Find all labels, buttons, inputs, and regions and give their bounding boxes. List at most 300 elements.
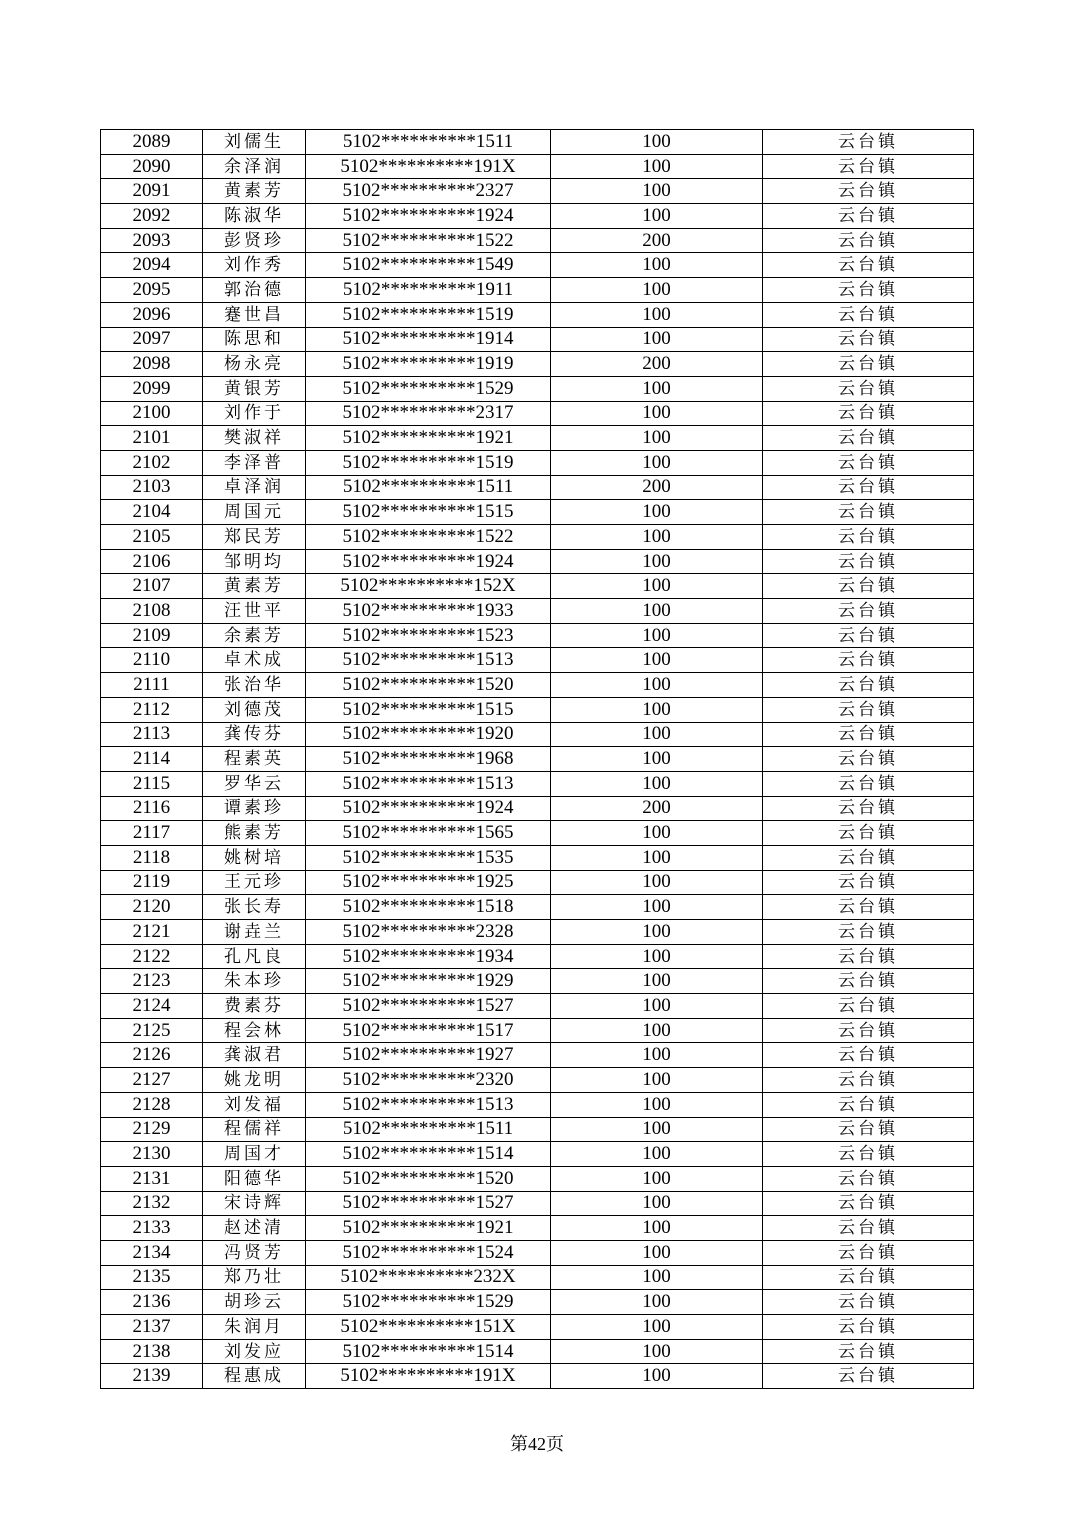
name-cell: 程儒祥 [203,1117,306,1142]
table-row [101,525,974,550]
id-number-cell: 5102**********1924 [306,549,551,574]
table-row [101,1166,974,1191]
id-number-cell: 5102**********1920 [306,722,551,747]
name-cell: 黄素芳 [203,574,306,599]
name-cell: 樊淑祥 [203,426,306,451]
row-number-cell: 2097 [101,327,203,352]
amount-cell: 100 [551,920,763,945]
row-number-cell: 2111 [101,673,203,698]
id-number-cell: 5102**********2317 [306,401,551,426]
id-number-cell: 5102**********1527 [306,994,551,1019]
id-number-cell: 5102**********1514 [306,1142,551,1167]
table-row [101,450,974,475]
id-number-cell: 5102**********1924 [306,796,551,821]
amount-cell: 200 [551,796,763,821]
table-row [101,401,974,426]
name-cell: 郑民芳 [203,525,306,550]
id-number-cell: 5102**********1514 [306,1339,551,1364]
town-cell: 云台镇 [763,599,974,624]
row-number-cell: 2095 [101,278,203,303]
name-cell: 阳德华 [203,1166,306,1191]
id-number-cell: 5102**********2328 [306,920,551,945]
id-number-cell: 5102**********152X [306,574,551,599]
town-cell: 云台镇 [763,870,974,895]
id-number-cell: 5102**********2320 [306,1068,551,1093]
table-row [101,204,974,229]
id-number-cell: 5102**********1519 [306,450,551,475]
row-number-cell: 2093 [101,228,203,253]
table-row [101,1018,974,1043]
name-cell: 陈思和 [203,327,306,352]
town-cell: 云台镇 [763,1290,974,1315]
row-number-cell: 2135 [101,1265,203,1290]
row-number-cell: 2106 [101,549,203,574]
id-number-cell: 5102**********1522 [306,525,551,550]
name-cell: 余素芳 [203,623,306,648]
table-row [101,352,974,377]
table-row [101,179,974,204]
row-number-cell: 2092 [101,204,203,229]
table-row [101,327,974,352]
amount-cell: 100 [551,648,763,673]
town-cell: 云台镇 [763,697,974,722]
town-cell: 云台镇 [763,525,974,550]
name-cell: 杨永亮 [203,352,306,377]
row-number-cell: 2096 [101,302,203,327]
town-cell: 云台镇 [763,845,974,870]
town-cell: 云台镇 [763,821,974,846]
id-number-cell: 5102**********1924 [306,204,551,229]
town-cell: 云台镇 [763,574,974,599]
town-cell: 云台镇 [763,401,974,426]
row-number-cell: 2099 [101,376,203,401]
table-row [101,1339,974,1364]
name-cell: 彭贤珍 [203,228,306,253]
table-row [101,771,974,796]
row-number-cell: 2137 [101,1315,203,1340]
amount-cell: 100 [551,1315,763,1340]
amount-cell: 100 [551,278,763,303]
id-number-cell: 5102**********191X [306,1364,551,1389]
town-cell: 云台镇 [763,771,974,796]
id-number-cell: 5102**********1511 [306,475,551,500]
amount-cell: 100 [551,771,763,796]
row-number-cell: 2136 [101,1290,203,1315]
row-number-cell: 2128 [101,1092,203,1117]
id-number-cell: 5102**********1522 [306,228,551,253]
town-cell: 云台镇 [763,673,974,698]
amount-cell: 100 [551,895,763,920]
amount-cell: 100 [551,722,763,747]
town-cell: 云台镇 [763,895,974,920]
id-number-cell: 5102**********1524 [306,1240,551,1265]
town-cell: 云台镇 [763,1265,974,1290]
table-row [101,648,974,673]
id-number-cell: 5102**********1535 [306,845,551,870]
id-number-cell: 5102**********1513 [306,648,551,673]
amount-cell: 100 [551,969,763,994]
amount-cell: 100 [551,944,763,969]
amount-cell: 100 [551,623,763,648]
amount-cell: 100 [551,673,763,698]
name-cell: 汪世平 [203,599,306,624]
table-row [101,500,974,525]
row-number-cell: 2132 [101,1191,203,1216]
town-cell: 云台镇 [763,549,974,574]
amount-cell: 100 [551,747,763,772]
table-row [101,1216,974,1241]
id-number-cell: 5102**********1934 [306,944,551,969]
table-row [101,1142,974,1167]
table-row [101,599,974,624]
town-cell: 云台镇 [763,327,974,352]
table-row [101,747,974,772]
town-cell: 云台镇 [763,426,974,451]
town-cell: 云台镇 [763,130,974,155]
table-row [101,623,974,648]
roster-table-body [101,130,974,1389]
name-cell: 周国元 [203,500,306,525]
row-number-cell: 2121 [101,920,203,945]
amount-cell: 100 [551,1191,763,1216]
id-number-cell: 5102**********1520 [306,1166,551,1191]
town-cell: 云台镇 [763,1240,974,1265]
name-cell: 刘作于 [203,401,306,426]
name-cell: 陈淑华 [203,204,306,229]
name-cell: 朱润月 [203,1315,306,1340]
table-row [101,697,974,722]
table-row [101,302,974,327]
amount-cell: 200 [551,475,763,500]
amount-cell: 100 [551,1339,763,1364]
row-number-cell: 2126 [101,1043,203,1068]
row-number-cell: 2107 [101,574,203,599]
town-cell: 云台镇 [763,969,974,994]
row-number-cell: 2130 [101,1142,203,1167]
amount-cell: 100 [551,204,763,229]
row-number-cell: 2100 [101,401,203,426]
amount-cell: 100 [551,1240,763,1265]
amount-cell: 100 [551,574,763,599]
page-number: 第42页 [510,1434,564,1454]
id-number-cell: 5102**********1511 [306,1117,551,1142]
amount-cell: 100 [551,130,763,155]
row-number-cell: 2127 [101,1068,203,1093]
town-cell: 云台镇 [763,500,974,525]
town-cell: 云台镇 [763,1191,974,1216]
name-cell: 张长寿 [203,895,306,920]
amount-cell: 100 [551,376,763,401]
amount-cell: 100 [551,179,763,204]
id-number-cell: 5102**********191X [306,154,551,179]
town-cell: 云台镇 [763,450,974,475]
row-number-cell: 2102 [101,450,203,475]
table-row [101,895,974,920]
id-number-cell: 5102**********1549 [306,253,551,278]
row-number-cell: 2120 [101,895,203,920]
town-cell: 云台镇 [763,1339,974,1364]
name-cell: 宋诗辉 [203,1191,306,1216]
row-number-cell: 2108 [101,599,203,624]
row-number-cell: 2139 [101,1364,203,1389]
town-cell: 云台镇 [763,302,974,327]
name-cell: 罗华云 [203,771,306,796]
table-row [101,1364,974,1389]
row-number-cell: 2094 [101,253,203,278]
town-cell: 云台镇 [763,352,974,377]
row-number-cell: 2122 [101,944,203,969]
name-cell: 余泽润 [203,154,306,179]
table-row [101,154,974,179]
id-number-cell: 5102**********1929 [306,969,551,994]
town-cell: 云台镇 [763,994,974,1019]
id-number-cell: 5102**********1921 [306,426,551,451]
table-row [101,1043,974,1068]
row-number-cell: 2090 [101,154,203,179]
town-cell: 云台镇 [763,1364,974,1389]
amount-cell: 100 [551,697,763,722]
id-number-cell: 5102**********1968 [306,747,551,772]
amount-cell: 100 [551,525,763,550]
row-number-cell: 2116 [101,796,203,821]
amount-cell: 100 [551,599,763,624]
amount-cell: 100 [551,1265,763,1290]
row-number-cell: 2134 [101,1240,203,1265]
roster-table [100,129,974,1389]
id-number-cell: 5102**********1527 [306,1191,551,1216]
name-cell: 程惠成 [203,1364,306,1389]
id-number-cell: 5102**********1529 [306,376,551,401]
row-number-cell: 2131 [101,1166,203,1191]
town-cell: 云台镇 [763,228,974,253]
amount-cell: 100 [551,302,763,327]
table-row [101,475,974,500]
id-number-cell: 5102**********1518 [306,895,551,920]
name-cell: 黄素芳 [203,179,306,204]
amount-cell: 100 [551,1018,763,1043]
row-number-cell: 2117 [101,821,203,846]
town-cell: 云台镇 [763,1166,974,1191]
amount-cell: 100 [551,1364,763,1389]
town-cell: 云台镇 [763,204,974,229]
table-row [101,253,974,278]
row-number-cell: 2119 [101,870,203,895]
table-row [101,796,974,821]
name-cell: 邹明均 [203,549,306,574]
town-cell: 云台镇 [763,253,974,278]
amount-cell: 100 [551,154,763,179]
amount-cell: 100 [551,1092,763,1117]
table-row [101,426,974,451]
name-cell: 姚树培 [203,845,306,870]
town-cell: 云台镇 [763,1117,974,1142]
id-number-cell: 5102**********1519 [306,302,551,327]
table-row [101,574,974,599]
id-number-cell: 5102**********1523 [306,623,551,648]
row-number-cell: 2138 [101,1339,203,1364]
town-cell: 云台镇 [763,1142,974,1167]
table-row [101,920,974,945]
table-row [101,845,974,870]
name-cell: 蹇世昌 [203,302,306,327]
amount-cell: 100 [551,1142,763,1167]
row-number-cell: 2115 [101,771,203,796]
row-number-cell: 2112 [101,697,203,722]
id-number-cell: 5102**********1513 [306,1092,551,1117]
town-cell: 云台镇 [763,154,974,179]
name-cell: 卓术成 [203,648,306,673]
table-row [101,1240,974,1265]
id-number-cell: 5102**********1919 [306,352,551,377]
amount-cell: 100 [551,450,763,475]
name-cell: 冯贤芳 [203,1240,306,1265]
name-cell: 费素芬 [203,994,306,1019]
table-row [101,376,974,401]
name-cell: 王元珍 [203,870,306,895]
table-row [101,1117,974,1142]
row-number-cell: 2098 [101,352,203,377]
table-row [101,1068,974,1093]
row-number-cell: 2125 [101,1018,203,1043]
table-row [101,722,974,747]
row-number-cell: 2105 [101,525,203,550]
name-cell: 张治华 [203,673,306,698]
id-number-cell: 5102**********1515 [306,697,551,722]
town-cell: 云台镇 [763,623,974,648]
row-number-cell: 2101 [101,426,203,451]
town-cell: 云台镇 [763,944,974,969]
row-number-cell: 2133 [101,1216,203,1241]
table-row [101,870,974,895]
amount-cell: 200 [551,228,763,253]
amount-cell: 100 [551,1068,763,1093]
amount-cell: 100 [551,821,763,846]
name-cell: 周国才 [203,1142,306,1167]
town-cell: 云台镇 [763,1043,974,1068]
id-number-cell: 5102**********1515 [306,500,551,525]
town-cell: 云台镇 [763,376,974,401]
row-number-cell: 2104 [101,500,203,525]
table-row [101,130,974,155]
id-number-cell: 5102**********1565 [306,821,551,846]
amount-cell: 100 [551,1216,763,1241]
table-row [101,994,974,1019]
name-cell: 龚传芬 [203,722,306,747]
row-number-cell: 2091 [101,179,203,204]
row-number-cell: 2113 [101,722,203,747]
name-cell: 龚淑君 [203,1043,306,1068]
row-number-cell: 2123 [101,969,203,994]
id-number-cell: 5102**********1925 [306,870,551,895]
town-cell: 云台镇 [763,1018,974,1043]
table-row [101,1315,974,1340]
table-row [101,278,974,303]
name-cell: 谢垚兰 [203,920,306,945]
town-cell: 云台镇 [763,796,974,821]
id-number-cell: 5102**********1513 [306,771,551,796]
table-row [101,549,974,574]
amount-cell: 100 [551,426,763,451]
name-cell: 郑乃壮 [203,1265,306,1290]
id-number-cell: 5102**********1911 [306,278,551,303]
table-row [101,1092,974,1117]
town-cell: 云台镇 [763,179,974,204]
name-cell: 赵述清 [203,1216,306,1241]
row-number-cell: 2124 [101,994,203,1019]
name-cell: 熊素芳 [203,821,306,846]
amount-cell: 100 [551,549,763,574]
table-row [101,944,974,969]
name-cell: 胡珍云 [203,1290,306,1315]
amount-cell: 100 [551,500,763,525]
town-cell: 云台镇 [763,722,974,747]
table-row [101,673,974,698]
row-number-cell: 2129 [101,1117,203,1142]
amount-cell: 100 [551,1043,763,1068]
id-number-cell: 5102**********1517 [306,1018,551,1043]
row-number-cell: 2114 [101,747,203,772]
id-number-cell: 5102**********151X [306,1315,551,1340]
town-cell: 云台镇 [763,747,974,772]
id-number-cell: 5102**********1914 [306,327,551,352]
amount-cell: 100 [551,870,763,895]
town-cell: 云台镇 [763,1216,974,1241]
amount-cell: 100 [551,845,763,870]
town-cell: 云台镇 [763,920,974,945]
row-number-cell: 2110 [101,648,203,673]
amount-cell: 100 [551,1290,763,1315]
table-row [101,228,974,253]
table-row [101,1265,974,1290]
town-cell: 云台镇 [763,1068,974,1093]
name-cell: 刘发应 [203,1339,306,1364]
id-number-cell: 5102**********1933 [306,599,551,624]
name-cell: 卓泽润 [203,475,306,500]
row-number-cell: 2103 [101,475,203,500]
row-number-cell: 2118 [101,845,203,870]
amount-cell: 100 [551,253,763,278]
amount-cell: 100 [551,327,763,352]
name-cell: 刘德茂 [203,697,306,722]
name-cell: 谭素珍 [203,796,306,821]
town-cell: 云台镇 [763,1315,974,1340]
row-number-cell: 2109 [101,623,203,648]
table-row [101,1191,974,1216]
id-number-cell: 5102**********1921 [306,1216,551,1241]
amount-cell: 100 [551,994,763,1019]
amount-cell: 100 [551,1166,763,1191]
name-cell: 李泽普 [203,450,306,475]
id-number-cell: 5102**********1511 [306,130,551,155]
name-cell: 黄银芳 [203,376,306,401]
name-cell: 孔凡良 [203,944,306,969]
row-number-cell: 2089 [101,130,203,155]
town-cell: 云台镇 [763,278,974,303]
name-cell: 刘儒生 [203,130,306,155]
town-cell: 云台镇 [763,648,974,673]
name-cell: 刘作秀 [203,253,306,278]
table-row [101,821,974,846]
amount-cell: 200 [551,352,763,377]
name-cell: 朱本珍 [203,969,306,994]
id-number-cell: 5102**********2327 [306,179,551,204]
id-number-cell: 5102**********1520 [306,673,551,698]
table-row [101,969,974,994]
amount-cell: 100 [551,401,763,426]
id-number-cell: 5102**********1529 [306,1290,551,1315]
name-cell: 郭治德 [203,278,306,303]
town-cell: 云台镇 [763,1092,974,1117]
